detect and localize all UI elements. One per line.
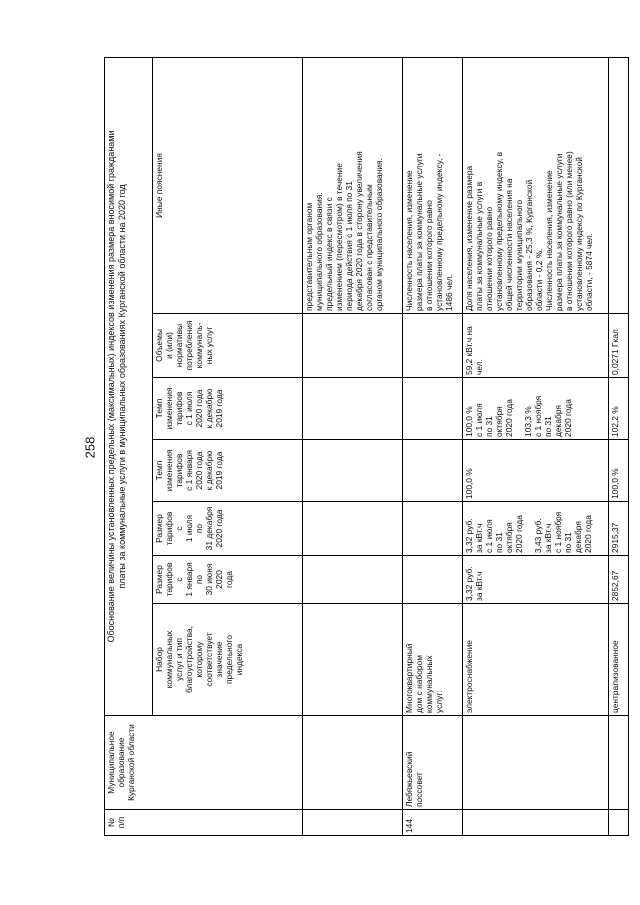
table-row <box>463 57 609 835</box>
header-tariff-jul: Размер тарифов с 1 июля по 31 декабря 2020 года <box>153 502 303 556</box>
electricity-service: электроснабжение <box>463 604 609 716</box>
heating-tariff-jul: 2915,37 <box>609 502 629 556</box>
table-row <box>303 57 403 835</box>
electricity-notes: Доля населения, изменение размера платы за коммунальные услуги в отношении которого равно установленному предельному индексу, в общей численности населения на территории муниципального образования - 25,3 %, Курганской области - 0,2 %. Численность населения, изменение размера платы за коммунальные услуги в отношении которого равно (или менее) установленному индексу по Курганской области, - 5874 чел. <box>463 57 609 313</box>
electricity-volume: 59,2 кВт.ч на чел. <box>463 314 609 378</box>
electricity-rate-jan: 100,0 % <box>463 440 609 502</box>
heating-rate-jul: 102,2 % <box>609 378 629 440</box>
header-municipality: Муниципальное образование Курганской области <box>105 716 303 810</box>
electricity-tariff-jan: 3,32 руб. за кВт.ч <box>463 556 609 604</box>
row-144-num: 144. <box>403 810 463 836</box>
heating-rate-jan: 100,0 % <box>609 440 629 502</box>
rotated-table-frame <box>104 58 620 836</box>
header-services: Набор коммунальных услуг и тип благоустройства, которому соответствует значение предельного индекса <box>153 604 303 716</box>
heating-service: централизованное <box>609 604 629 716</box>
tariff-table <box>104 57 629 836</box>
rotated-page <box>104 58 620 836</box>
header-num: № п/п <box>105 810 303 836</box>
electricity-rate-jul-b: 103,3 % с 1 ноября по 31 декабря 2020 года <box>523 395 573 437</box>
electricity-tariff-jul-b: 3,43 руб. за кВт.ч с 1 ноября по 31 декабря 2020 года <box>533 511 593 553</box>
heating-tariff-jan: 2852,67 <box>609 556 629 604</box>
header-volumes: Объемы и (или) нормативы потребления коммуналь- ных услуг <box>153 314 303 378</box>
electricity-tariff-jul-a: 3,32 руб. за кВт.ч с 1 июля по 31 октября 2020 года <box>464 515 524 553</box>
row-144-municipality: Лебяжьевский поссовет <box>403 716 463 810</box>
header-rate-jan: Темп изменения тарифов с 1 января 2020 года к декабрю 2019 года <box>153 440 303 502</box>
table-row <box>609 57 629 835</box>
row-144-services: Многоквартирный дом с набором коммунальных услуг: <box>403 604 463 716</box>
row-144-notes: Численность населения, изменение размера платы за коммунальные услуги в отношении которого равно установленному предельному индексу, - 1486 чел. <box>403 57 463 313</box>
header-rate-jul: Темп изменения тарифов с 1 июля 2020 года к декабрю 2019 года <box>153 378 303 440</box>
heating-volume: 0,0271 Гкал <box>609 314 629 378</box>
header-tariff-jan: Размер тарифов с 1 января по 30 июня 2020 года <box>153 556 303 604</box>
prev-row-notes: представительным органом муниципального образования: предельный индекс в связи с изменением (пересмотром) в течение периода действия с 1 июля по 31 декабря 2020 года в сторону увеличения согласован с представительным органом муниципального образования. <box>303 57 403 313</box>
table-title: Обоснование величины установленных предельных (максимальных) индексов изменения размера вносимой гражданами платы за коммунальные услуги в муниципальных образованиях Курганской области на 2020 год <box>105 57 153 715</box>
header-notes: Иные пояснения <box>153 57 303 313</box>
electricity-rate-jul-a: 100,0 % с 1 июля по 31 октября 2020 года <box>464 399 514 437</box>
table-row <box>403 57 463 835</box>
page-number: 258 <box>82 436 98 459</box>
